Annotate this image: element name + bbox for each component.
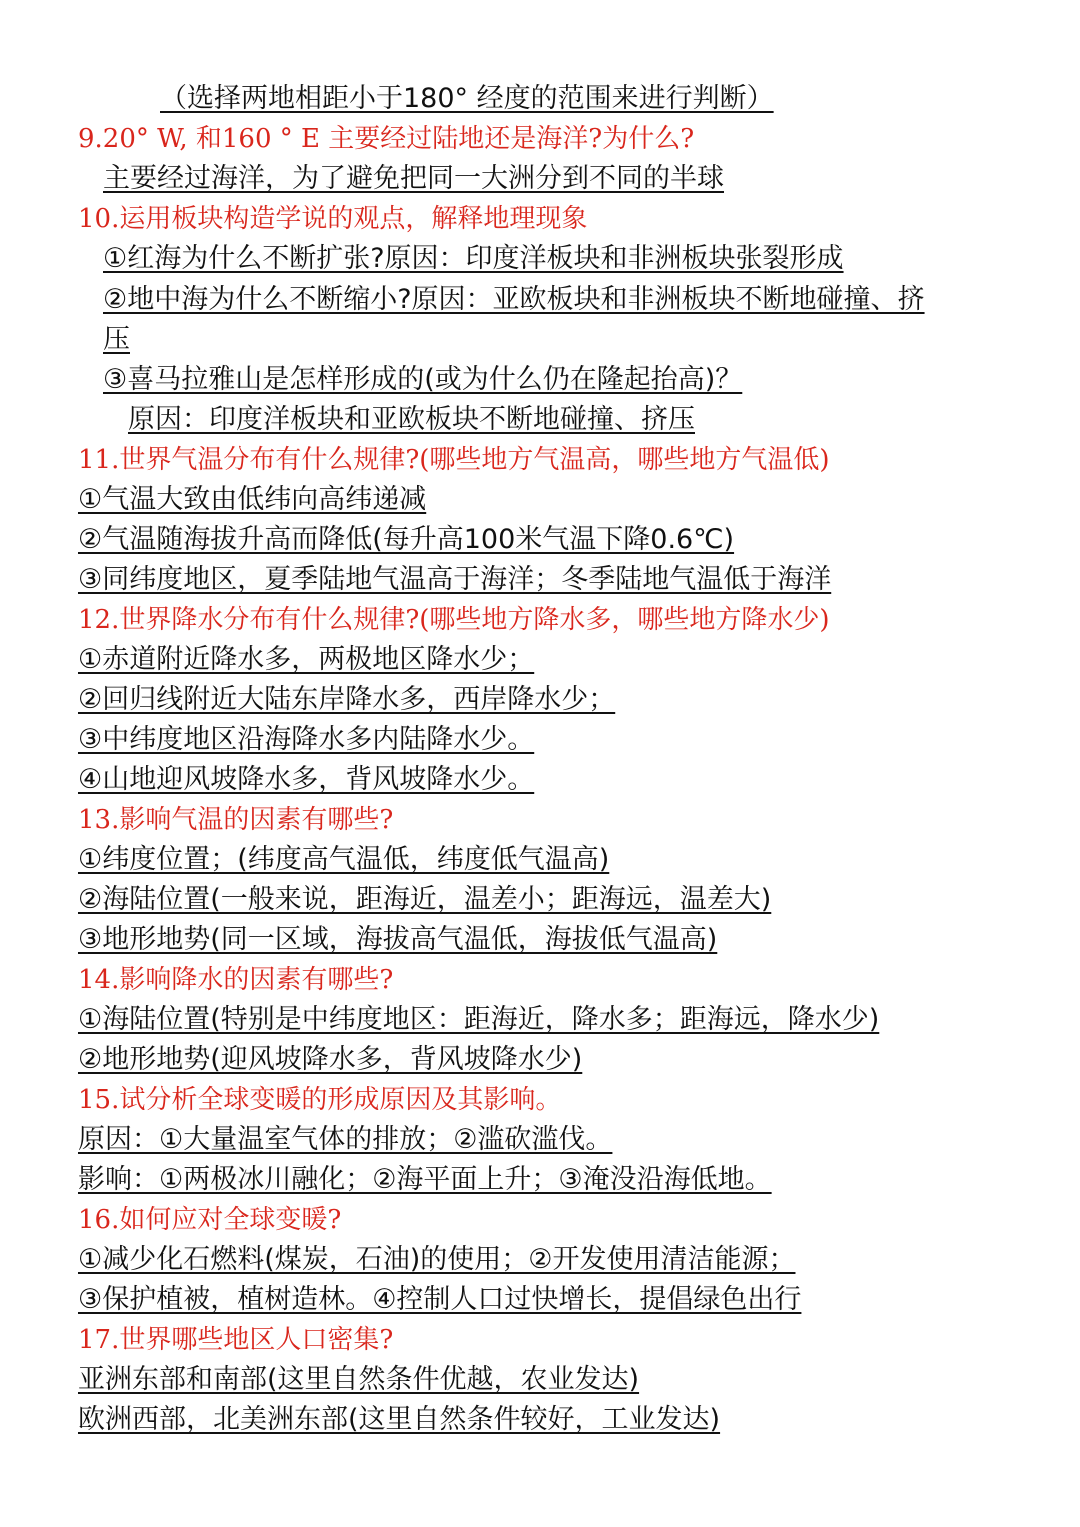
answer-11-1: ①气温大致由低纬向高纬递减 — [78, 484, 427, 515]
answer-16-1: ①减少化石燃料(煤炭，石油)的使用；②开发使用清洁能源； — [78, 1244, 796, 1275]
question-12: 12.世界降水分布有什么规律?(哪些地方降水多，哪些地方降水少) — [78, 605, 830, 635]
answer-12-4: ④山地迎风坡降水多，背风坡降水少。 — [78, 764, 535, 795]
answer-17-1: 亚洲东部和南部(这里自然条件优越，农业发达) — [78, 1364, 640, 1395]
question-15: 15.试分析全球变暖的形成原因及其影响。 — [78, 1085, 562, 1115]
answer-11-2: ②气温随海拔升高而降低(每升高100米气温下降0.6℃) — [78, 524, 735, 555]
question-9: 9.20° W, 和160 ° E 主要经过陆地还是海洋?为什么? — [78, 124, 695, 154]
answer-14-2: ②地形地势(迎风坡降水多，背风坡降水少) — [78, 1044, 583, 1075]
question-14: 14.影响降水的因素有哪些? — [78, 965, 394, 995]
answer-13-1: ①纬度位置；(纬度高气温低，纬度低气温高) — [78, 844, 610, 875]
answer-13-2: ②海陆位置(一般来说，距海近，温差小；距海远，温差大) — [78, 884, 772, 915]
answer-12-2: ②回归线附近大陆东岸降水多，西岸降水少； — [78, 684, 616, 715]
answer-10-3-reason: 原因：印度洋板块和亚欧板块不断地碰撞、挤压 — [128, 404, 695, 435]
answer-9: 主要经过海洋，为了避免把同一大洲分到不同的半球 — [103, 163, 724, 194]
answer-12-1: ①赤道附近降水多，两极地区降水少； — [78, 644, 535, 675]
question-10: 10.运用板块构造学说的观点，解释地理现象 — [78, 204, 588, 234]
answer-10-2: ②地中海为什么不断缩小?原因：亚欧板块和非洲板块不断地碰撞、挤 — [103, 284, 925, 315]
question-16: 16.如何应对全球变暖? — [78, 1205, 342, 1235]
answer-14-1: ①海陆位置(特别是中纬度地区：距海近，降水多；距海远，降水少) — [78, 1004, 880, 1035]
question-17: 17.世界哪些地区人口密集? — [78, 1325, 394, 1355]
question-13: 13.影响气温的因素有哪些? — [78, 805, 394, 835]
answer-11-3: ③同纬度地区，夏季陆地气温高于海洋；冬季陆地气温低于海洋 — [78, 564, 832, 595]
answer-10-3: ③喜马拉雅山是怎样形成的(或为什么仍在隆起抬高)？ — [103, 364, 743, 395]
answer-12-3: ③中纬度地区沿海降水多内陆降水少。 — [78, 724, 535, 755]
answer-13-3: ③地形地势(同一区域，海拔高气温低，海拔低气温高) — [78, 924, 718, 955]
answer-10-2-cont: 压 — [103, 324, 130, 355]
answer-15-impact: 影响：①两极冰川融化；②海平面上升；③淹没沿海低地。 — [78, 1164, 772, 1195]
answer-10-1: ①红海为什么不断扩张?原因：印度洋板块和非洲板块张裂形成 — [103, 243, 844, 274]
note-line: （选择两地相距小于180° 经度的范围来进行判断） — [160, 83, 774, 114]
answer-17-2: 欧洲西部，北美洲东部(这里自然条件较好，工业发达) — [78, 1404, 721, 1435]
question-11: 11.世界气温分布有什么规律?(哪些地方气温高，哪些地方气温低) — [78, 445, 830, 475]
answer-15-cause: 原因：①大量温室气体的排放；②滥砍滥伐。 — [78, 1124, 613, 1155]
answer-16-2: ③保护植被，植树造林。④控制人口过快增长，提倡绿色出行 — [78, 1284, 802, 1315]
